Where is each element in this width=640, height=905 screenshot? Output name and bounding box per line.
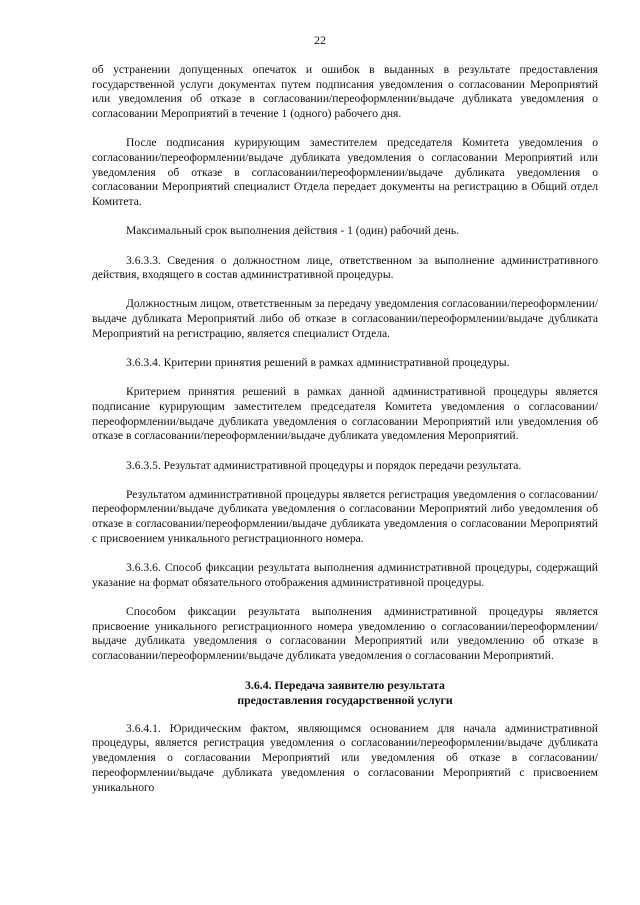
paragraph-result: Результатом административной процедуры является регистрация уведомления о согласовании/переоформлении/выдаче дубликата уведомления о согласовании Мероприятий либо уведомления об отказе в согласовании/переоформлении/выдаче дубликата уведомления о согласовании Мероприятий с присвоением уникального регистрационного номера. [92,487,598,545]
paragraph-fixation-method: Способом фиксации результата выполнения административной процедуры является присвоение уникального регистрационного номера уведомлению о согласовании/переоформлении/выдаче дубликата уведомления о согласовании Мероприятий или уведомлению об отказе в согласовании/переоформлении/выдаче дубликата уведомления о согласовании Мероприятий. [92,604,598,663]
paragraph-signing: После подписания курирующим заместителем председателя Комитета уведомления о согласовании/переоформлении/выдаче дубликата уведомления о согласовании Мероприятий или уведомления об отказе в согласовании/переоформлении/выдаче дубликата уведомления о согласовании Мероприятий специалист Отдела передает документы на регистрацию в Общий отдел Комитета. [92,136,598,209]
document-body [92,63,598,810]
clause-3-6-4-1: 3.6.4.1. Юридическим фактом, являющимся основанием для начала административной процедуры, является регистрация уведомления о согласовании/переоформлении/выдаче дубликата уведомления о согласовании Мероприятий или уведомления об отказе в согласовании/переоформлении/выдаче дубликата уведомления о согласовании Мероприятий с присвоением уникального [92,721,598,794]
paragraph-decision-criteria: Критерием принятия решений в рамках данной административной процедуры является подписание курирующим заместителем председателя Комитета уведомления о согласовании/переоформлении/выдаче дубликата уведомления о согласовании Мероприятий или уведомления об отказе в согласовании/переоформлении/выдаче дубликата уведомления Мероприятий. [92,385,598,443]
clause-3-6-3-4: 3.6.3.4. Критерии принятия решений в рамках административной процедуры. [126,356,510,370]
section-heading-line-1: 3.6.4. Передача заявителю результата [245,678,445,693]
paragraph-responsible-official: Должностным лицом, ответственным за передачу уведомления согласовании/переоформлении/выдаче дубликата Мероприятий либо об отказе в согласовании/переоформлении/выдаче дубликата Мероприятий на регистрацию, является специалист Отдела. [92,297,598,340]
page-number: 22 [314,33,326,47]
paragraph-max-term: Максимальный срок выполнения действия - 1 (один) рабочий день. [126,224,460,238]
clause-3-6-3-5: 3.6.3.5. Результат административной процедуры и порядок передачи результата. [126,458,522,472]
section-heading-3-6-4 [92,678,598,707]
section-heading-line-2: предоставления государственной услуги [237,693,453,707]
clause-3-6-3-6: 3.6.3.6. Способ фиксации результата выполнения административной процедуры, содержащий указание на формат обязательного отображения административной процедуры. [92,561,598,589]
clause-3-6-3-3: 3.6.3.3. Сведения о должностном лице, ответственном за выполнение административного действия, входящего в состав административной процедуры. [92,253,598,282]
paragraph-continuation: об устранении допущенных опечаток и ошибок в выданных в результате предоставления государственной услуги документах путем подписания уведомления о согласовании Мероприятий или уведомления об отказе в согласовании/переоформлении/выдаче дубликата уведомления о согласовании Мероприятий в течение 1 (одного) рабочего дня. [92,63,598,121]
